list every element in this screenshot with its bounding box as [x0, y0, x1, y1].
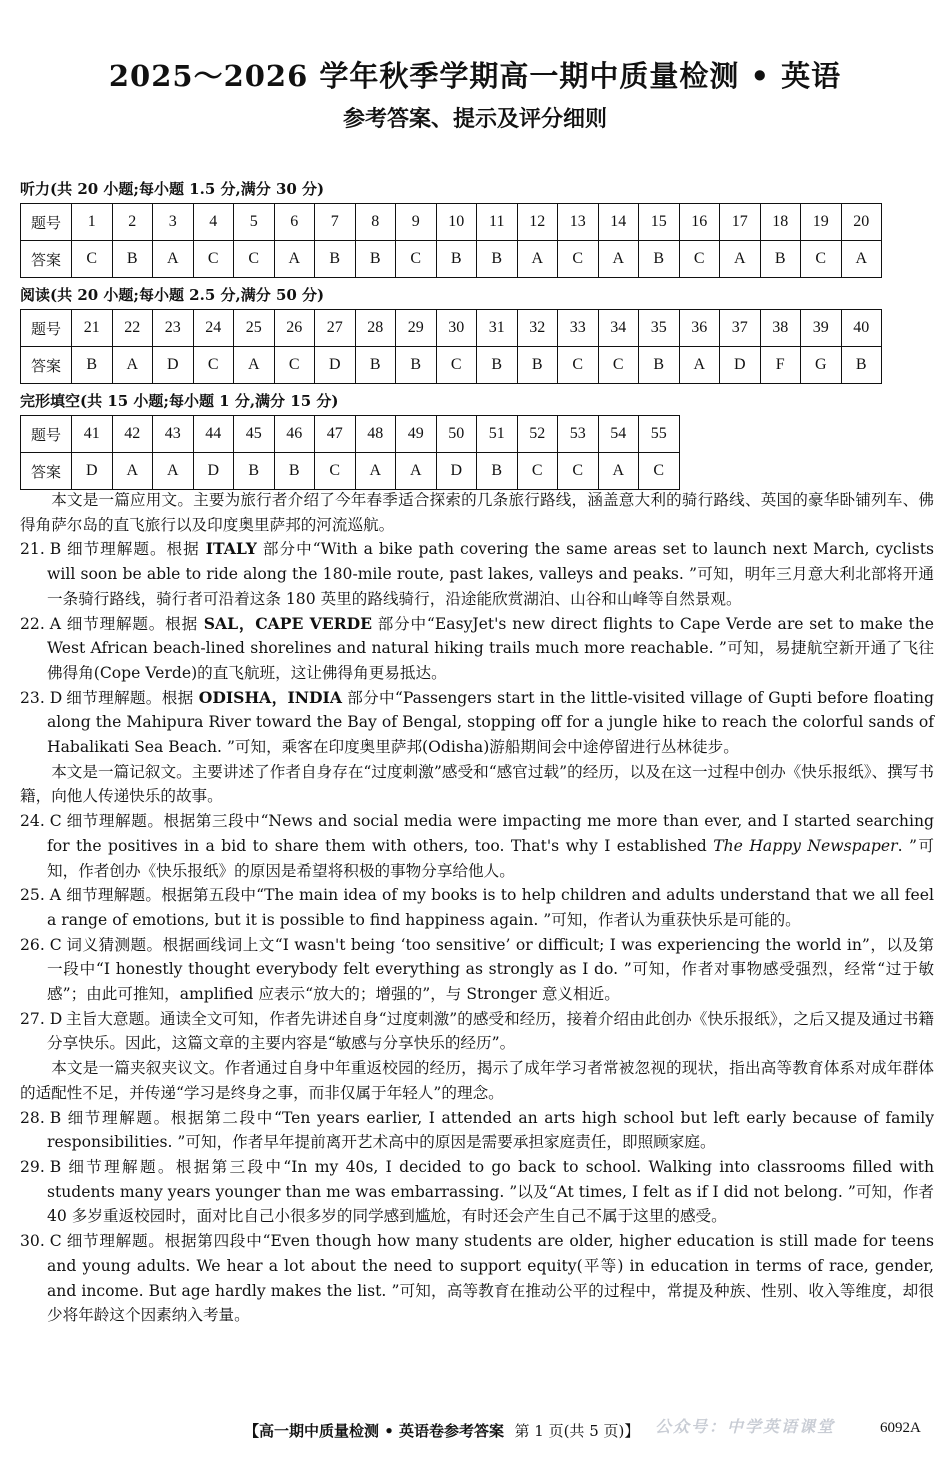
explanation-text: 细节理解题。根据第五段中“The main idea of my books is to help children and adults understand that we all feel a range of emotions, but it is possible to find happiness again. ”可知，作者认为重获快乐是可能的。 — [47, 886, 934, 929]
answer-cell: B — [841, 347, 882, 384]
answer-cell: C — [639, 453, 680, 490]
answer-cell: C — [315, 453, 356, 490]
question-number: 20 — [841, 204, 882, 241]
question-number: 22 — [112, 310, 153, 347]
answer-cell: A — [679, 347, 720, 384]
question-number: 37 — [720, 310, 761, 347]
page-subtitle: 参考答案、提示及评分细则 — [342, 106, 607, 132]
footer-text: 【高一期中质量检测 • 英语卷参考答案 — [244, 1422, 505, 1440]
explanation-text: 细节理解题。根据 — [66, 540, 206, 559]
explanation-21 — [20, 537, 934, 611]
answer-cell: B — [477, 453, 518, 490]
question-number: 4 — [193, 204, 234, 241]
answer-cell: B — [234, 453, 275, 490]
answer-cell: B — [436, 241, 477, 278]
answer-cell: D — [193, 453, 234, 490]
answer-cell: B — [639, 347, 680, 384]
question-answer: 29. B — [20, 1157, 62, 1176]
answer-cell: A — [355, 453, 396, 490]
question-number: 19 — [801, 204, 842, 241]
question-number: 10 — [436, 204, 477, 241]
question-number: 44 — [193, 416, 234, 453]
explanation-text: 细节理解题。根据第三段中“News and social media were impacting me more than ever, and I started searching for the positives in a bid to share them with others, too. That's why I established — [47, 812, 934, 855]
explanation-28 — [20, 1106, 934, 1155]
question-number: 48 — [355, 416, 396, 453]
question-answer: 24. C — [20, 812, 62, 831]
answer-cell: C — [558, 453, 599, 490]
question-answer: 27. D — [20, 1009, 63, 1028]
question-number: 1 — [72, 204, 113, 241]
newspaper-title: The Happy Newspaper — [713, 836, 898, 855]
explanation-text: 主旨大意题。通读全文可知，作者先讲述自身“过度刺激”的感受和经历，接着介绍由此创办《快乐报纸》，之后又提及通过书籍分享快乐。因此，这篇文章的主要内容是“敏感与分享快乐的经历”。 — [47, 1009, 934, 1053]
question-number: 34 — [598, 310, 639, 347]
question-number: 23 — [153, 310, 194, 347]
table-row — [21, 453, 680, 490]
answer-cell: F — [760, 347, 801, 384]
answer-cell: A — [153, 241, 194, 278]
question-number: 11 — [477, 204, 518, 241]
answer-cell: A — [598, 241, 639, 278]
table-row — [21, 241, 882, 278]
question-number: 41 — [72, 416, 113, 453]
question-number: 18 — [760, 204, 801, 241]
table-row — [21, 347, 882, 384]
table-row — [21, 310, 882, 347]
answer-cell: B — [396, 347, 437, 384]
row-label: 题号 — [21, 204, 72, 241]
question-number: 12 — [517, 204, 558, 241]
page-number: 第 1 页(共 5 页)】 — [514, 1422, 640, 1440]
question-answer: 25. A — [20, 886, 62, 905]
row-label: 答案 — [21, 347, 72, 384]
row-label: 答案 — [21, 453, 72, 490]
question-answer: 23. D — [20, 688, 63, 707]
answer-cell: A — [598, 453, 639, 490]
table-row — [21, 416, 680, 453]
explanation-23 — [20, 686, 934, 760]
section-name: ODISHA，INDIA — [198, 687, 342, 707]
question-number: 9 — [396, 204, 437, 241]
answer-cell: A — [841, 241, 882, 278]
explanation-text: 细节理解题。根据 — [66, 614, 204, 633]
question-number: 35 — [639, 310, 680, 347]
question-number: 32 — [517, 310, 558, 347]
answer-cell: A — [234, 347, 275, 384]
question-number: 33 — [558, 310, 599, 347]
question-number: 42 — [112, 416, 153, 453]
answer-cell: B — [477, 347, 518, 384]
answer-cell: B — [112, 241, 153, 278]
question-number: 54 — [598, 416, 639, 453]
explanation-text: 细节理解题。根据第四段中“Even though how many students are older, higher education is still made for teens and young adults. We hear a lot about the need to support equity(平等) in education in terms of race, gender, and income. But age hardly makes the list. ”可知，高等教育在推动公平的过程中，常提及种族、性别、收入等维度，却很少将年龄这个因素纳入考量。 — [47, 1232, 934, 1325]
question-number: 8 — [355, 204, 396, 241]
answer-cell: B — [760, 241, 801, 278]
question-number: 15 — [639, 204, 680, 241]
section-name: ITALY — [205, 539, 257, 559]
question-number: 27 — [315, 310, 356, 347]
answer-cell: B — [517, 347, 558, 384]
answer-cell: C — [396, 241, 437, 278]
answer-cell: C — [517, 453, 558, 490]
explanation-text: 部分中“With a bike path covering the same areas set to launch next March, cyclists will soon be able to ride along the 180-mile route, past lakes, valleys and peaks. ”可知，明年三月意大利北部将开通一条骑行路线，骑行者可沿着这条 180 英里的路线骑行，沿途能欣赏湖泊、山谷和山峰等自然景观。 — [47, 540, 934, 608]
question-number: 7 — [315, 204, 356, 241]
question-number: 25 — [234, 310, 275, 347]
answer-cell: B — [274, 453, 315, 490]
answer-cell: D — [720, 347, 761, 384]
question-number: 6 — [274, 204, 315, 241]
answer-cell: C — [72, 241, 113, 278]
passage-c-intro: 本文是一篇夹叙夹议文。作者通过自身中年重返校园的经历，揭示了成年学习者常被忽视的现状，指出高等教育体系对成年群体的适配性不足，并传递“学习是终身之事，而非仅属于年轻人”的理念。 — [20, 1059, 934, 1102]
explanation-29 — [20, 1155, 934, 1229]
question-answer: 21. B — [20, 540, 62, 559]
question-number: 46 — [274, 416, 315, 453]
answer-cell: C — [193, 241, 234, 278]
question-number: 17 — [720, 204, 761, 241]
row-label: 题号 — [21, 310, 72, 347]
question-answer: 26. C — [20, 935, 62, 954]
reading-answer-table — [20, 309, 882, 384]
question-number: 26 — [274, 310, 315, 347]
answer-cell: A — [517, 241, 558, 278]
answer-cell: A — [274, 241, 315, 278]
explanation-26 — [20, 933, 934, 1007]
answer-cell: A — [112, 347, 153, 384]
listening-answer-table — [20, 203, 882, 278]
question-answer: 22. A — [20, 614, 62, 633]
question-number: 24 — [193, 310, 234, 347]
explanation-27 — [20, 1007, 934, 1056]
question-answer: 30. C — [20, 1232, 62, 1251]
answer-cell: B — [315, 241, 356, 278]
cloze-heading: 完形填空(共 15 小题;每小题 1 分,满分 15 分) — [20, 392, 339, 410]
explanations — [20, 488, 934, 1328]
answer-cell: C — [274, 347, 315, 384]
question-number: 45 — [234, 416, 275, 453]
answer-cell: C — [598, 347, 639, 384]
answer-cell: A — [153, 453, 194, 490]
question-number: 5 — [234, 204, 275, 241]
cloze-answer-table — [20, 415, 680, 490]
question-number: 50 — [436, 416, 477, 453]
answer-cell: B — [72, 347, 113, 384]
question-number: 55 — [639, 416, 680, 453]
question-number: 14 — [598, 204, 639, 241]
question-number: 30 — [436, 310, 477, 347]
answer-cell: G — [801, 347, 842, 384]
explanation-25 — [20, 883, 934, 932]
explanation-22 — [20, 612, 934, 686]
answer-cell: B — [355, 241, 396, 278]
question-number: 31 — [477, 310, 518, 347]
question-number: 51 — [477, 416, 518, 453]
question-number: 47 — [315, 416, 356, 453]
page-title: 2025～2026 学年秋季学期高一期中质量检测 • 英语 — [108, 59, 842, 93]
explanation-text: 部分中“Passengers start in the little-visited village of Gupti before floating along the Mahipura River toward the Bay of Bengal, stopping off for a jungle hike to reach the colorful sands of Habalikati Sea Beach. ”可知，乘客在印度奥里萨邦(Odisha)游船期间会中途停留进行丛林徒步。 — [47, 688, 934, 757]
explanation-text: 细节理解题。根据 — [66, 688, 199, 707]
explanation-text: 细节理解题。根据第二段中“Ten years earlier, I attended an arts high school but left early because of family responsibilities. ”可知，作者早年提前离开艺术高中的原因是需要承担家庭责任，即照顾家庭。 — [47, 1108, 934, 1152]
answer-cell: D — [436, 453, 477, 490]
question-number: 13 — [558, 204, 599, 241]
answer-cell: D — [153, 347, 194, 384]
row-label: 题号 — [21, 416, 72, 453]
answer-cell: B — [355, 347, 396, 384]
answer-cell: A — [396, 453, 437, 490]
question-number: 52 — [517, 416, 558, 453]
table-row — [21, 204, 882, 241]
explanation-text: . ”可知，作者创办《快乐报纸》的原因是希望将积极的事物分享给他人。 — [47, 836, 934, 880]
footer-title — [244, 1420, 639, 1441]
section-name: SAL，CAPE VERDE — [203, 613, 372, 633]
explanation-text: 细节理解题。根据第三段中“In my 40s, I decided to go back to school. Walking into classrooms filled with students many years younger than me was embarrassing. ”以及“At times, I felt as if I did not belong. ”可知，作者 40 多岁重返校园时，面对比自己小很多岁的同学感到尴尬，有时还会产生自己不属于这里的感受。 — [47, 1157, 934, 1226]
question-number: 43 — [153, 416, 194, 453]
question-number: 36 — [679, 310, 720, 347]
answer-cell: C — [234, 241, 275, 278]
explanation-30 — [20, 1229, 934, 1328]
answer-cell: D — [315, 347, 356, 384]
passage-b-intro: 本文是一篇记叙文。主要讲述了作者自身存在“过度刺激”感受和“感官过载”的经历，以及在这一过程中创办《快乐报纸》、撰写书籍，向他人传递快乐的故事。 — [20, 762, 934, 806]
passage-a-intro: 本文是一篇应用文。主要为旅行者介绍了今年春季适合探索的几条旅行路线，涵盖意大利的骑行路线、英国的豪华卧铺列车、佛得角萨尔岛的直飞旅行以及印度奥里萨邦的河流巡航。 — [20, 491, 934, 534]
question-number: 39 — [801, 310, 842, 347]
question-number: 2 — [112, 204, 153, 241]
reading-heading: 阅读(共 20 小题;每小题 2.5 分,满分 50 分) — [20, 286, 325, 304]
question-number: 38 — [760, 310, 801, 347]
question-number: 53 — [558, 416, 599, 453]
answer-cell: C — [558, 347, 599, 384]
row-label: 答案 — [21, 241, 72, 278]
explanation-text: 词义猜测题。根据画线词上文“I wasn't being ‘too sensitive’ or difficult; I was experiencing the world in”，以及第一段中“I honestly thought everybody felt everything as strongly as I do. ”可知，作者对事物感受强烈，经常“过于敏感”；由此可推知，amplified 应表示“放大的；增强的”，与 Stronger 意义相近。 — [47, 935, 934, 1004]
explanation-24 — [20, 809, 934, 883]
answer-cell: C — [801, 241, 842, 278]
question-number: 40 — [841, 310, 882, 347]
explanation-text: 部分中“EasyJet's new direct flights to Cape Verde are set to make the West African beach-lined shorelines and natural hiking trails much more reachable. ”可知，易捷航空新开通了飞往佛得角(Cope Verde)的直飞航班，这让佛得角更易抵达。 — [47, 614, 934, 682]
question-answer: 28. B — [20, 1108, 62, 1127]
question-number: 29 — [396, 310, 437, 347]
answer-cell: B — [639, 241, 680, 278]
question-number: 49 — [396, 416, 437, 453]
watermark: 公众号：中学英语课堂 — [655, 1417, 836, 1436]
answer-cell: B — [477, 241, 518, 278]
question-number: 21 — [72, 310, 113, 347]
document-code: 6092A — [880, 1420, 921, 1436]
answer-cell: C — [193, 347, 234, 384]
question-number: 3 — [153, 204, 194, 241]
listening-heading: 听力(共 20 小题;每小题 1.5 分,满分 30 分) — [20, 180, 325, 198]
answer-cell: C — [558, 241, 599, 278]
answer-cell: D — [72, 453, 113, 490]
question-number: 28 — [355, 310, 396, 347]
answer-cell: C — [436, 347, 477, 384]
answer-cell: C — [679, 241, 720, 278]
answer-cell: A — [112, 453, 153, 490]
question-number: 16 — [679, 204, 720, 241]
answer-cell: A — [720, 241, 761, 278]
